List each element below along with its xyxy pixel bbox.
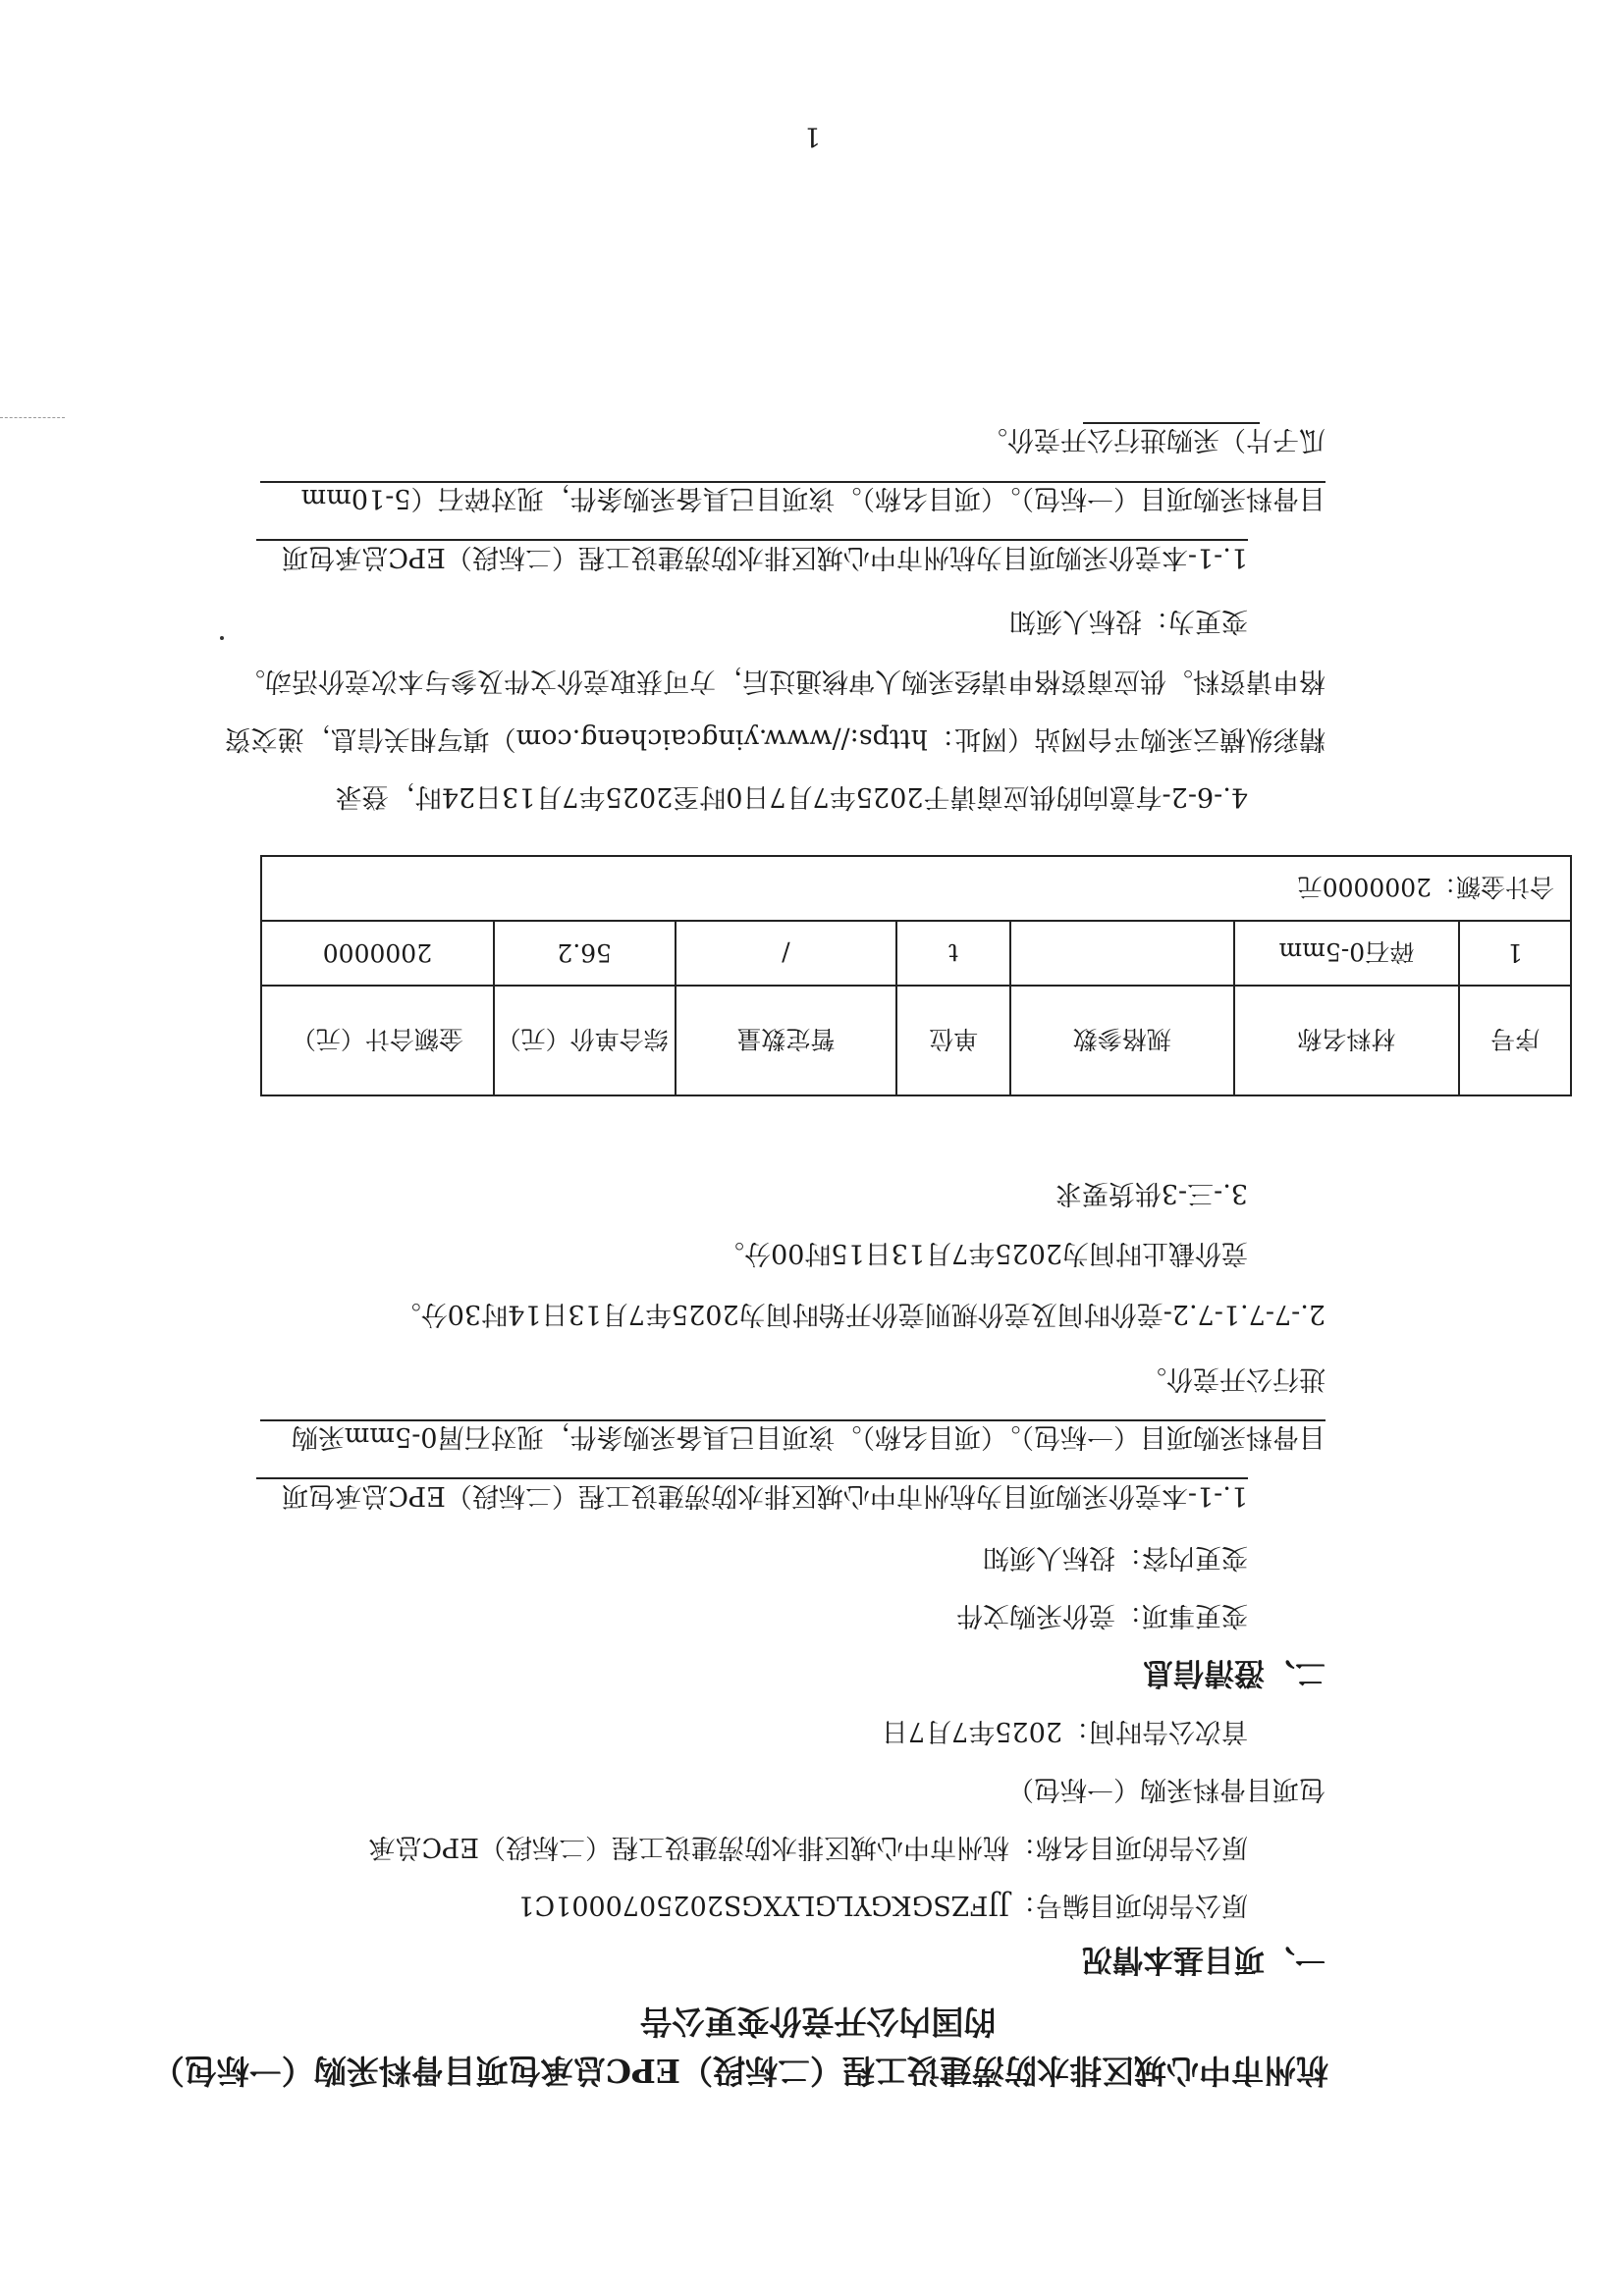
scan-margin-mark — [0, 417, 65, 418]
clause-3: 竞价截止时间为2025年7月13日15时00分。 — [718, 1238, 1248, 1268]
underline — [1083, 422, 1260, 424]
clause-2: 2.-7-7.1-7.2-竞价时间及竞价规则竞价开始时间为2025年7月13日14时30分。 — [394, 1299, 1325, 1329]
clause-1-line1: 1.-1-本竞价采购项目为杭州市中心城区排水防涝建设工程（二标段）EPC总承包项 — [282, 1480, 1248, 1511]
clause-5-line2: 精彩纵横云采购平台网站（网址：https://www.yingcaicheng.com）填写相关信息，递交资 — [224, 723, 1325, 754]
clause-6-line3: 瓜子片）采购进行公开竞价。 — [981, 424, 1325, 454]
change-content: 变更内容：投标人须知 — [983, 1542, 1248, 1573]
col-header-material: 材料名称 — [1234, 986, 1460, 1095]
cell-qty: / — [676, 921, 897, 986]
col-header-qty: 暂定数量 — [676, 986, 897, 1095]
strikethrough-line — [256, 1477, 1248, 1479]
table-row — [261, 921, 1571, 986]
scan-speck — [220, 636, 224, 640]
first-announcement-date: 首次公告时间：2025年7月7日 — [881, 1716, 1248, 1746]
clause-6-line2: 目骨料采购项目（一标包）。（项目名称）。该项目已具备采购条件，现对碎石（5-10mm — [300, 483, 1325, 513]
strikethrough-line — [260, 1419, 1325, 1421]
cell-seq: 1 — [1459, 921, 1571, 986]
col-header-price: 综合单价（元） — [494, 986, 676, 1095]
project-name-line1: 原公告的项目名称：杭州市中心城区排水防涝建设工程（二标段）EPC总承 — [368, 1832, 1248, 1862]
page-number: 1 — [803, 121, 821, 151]
col-header-unit: 单位 — [896, 986, 1010, 1095]
project-name-line2: 包项目骨料采购（一标包） — [1007, 1774, 1325, 1804]
change-item: 变更事项：竞价采购文件 — [956, 1600, 1248, 1630]
cell-spec — [1010, 921, 1234, 986]
table-total: 合计金额：2000000元 — [261, 856, 1571, 921]
document-title-line2: 的国内公开竞价变更公告 — [639, 2002, 997, 2041]
clause-1-line2: 目骨料采购项目（一标包）。（项目名称）。该项目已具备采购条件，现对石屑0-5mm采购 — [291, 1421, 1325, 1452]
project-number: 原公告的项目编号：JJFZSGKGYLGLYXGS2025070001C1 — [517, 1890, 1248, 1920]
col-header-spec: 规格参数 — [1010, 986, 1234, 1095]
section2-heading: 二、澄清信息 — [1143, 1655, 1325, 1690]
clause-5-line3: 格申请资料。供应商资格申请经采购人审核通过后，方可获取竞价文件及参与本次竞价活动。 — [239, 666, 1325, 696]
cell-price: 56.2 — [494, 921, 676, 986]
materials-table — [260, 855, 1572, 1096]
cell-amount: 2000000 — [261, 921, 494, 986]
changed-to-label: 变更为：投标人须知 — [1009, 606, 1248, 636]
underline — [260, 481, 1325, 483]
document-title-line1: 杭州市中心城区排水防涝建设工程（二标段）EPC总承包项目骨料采购（一标包） — [151, 2052, 1328, 2090]
clause-5-line1: 4.-6-2-有意向的供应商请于2025年7月7日0时至2025年7月13日24时，登录 — [335, 781, 1248, 812]
clause-6-line1: 1.-1-本竞价采购项目为杭州市中心城区排水防涝建设工程（二标段）EPC总承包项 — [282, 542, 1248, 572]
col-header-amount: 金额合计（元） — [261, 986, 494, 1095]
col-header-seq: 序号 — [1459, 986, 1571, 1095]
underline — [256, 539, 1248, 541]
cell-unit: t — [896, 921, 1010, 986]
section1-heading: 一、项目基本情况 — [1082, 1942, 1325, 1977]
clause-4: 3.-三-3供货要求 — [1055, 1178, 1248, 1208]
cell-material: 碎石0-5mm — [1234, 921, 1460, 986]
clause-1-line3: 进行公开竞价。 — [1140, 1363, 1325, 1394]
